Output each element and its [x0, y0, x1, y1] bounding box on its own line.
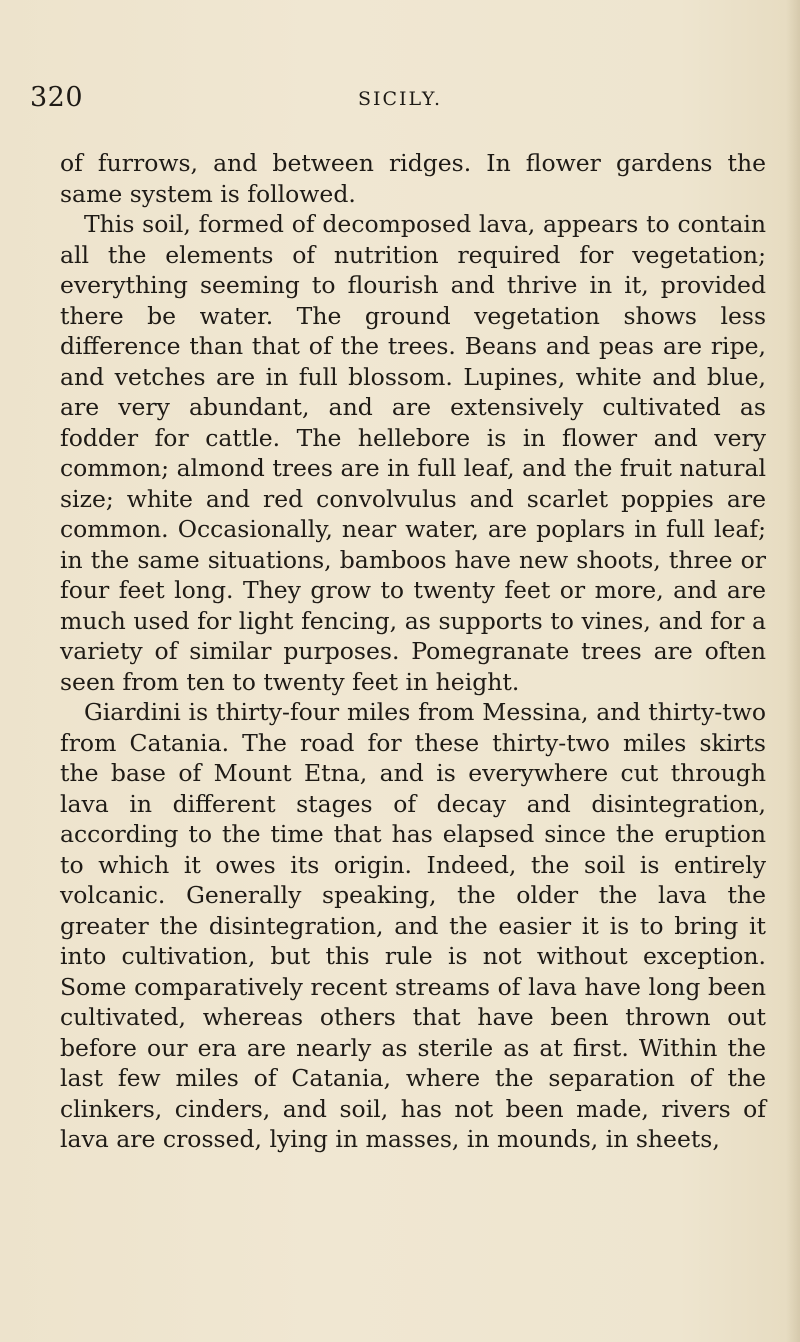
paragraph-continuation: of furrows, and between ridges. In flower gardens the same system is followed. [60, 149, 766, 208]
page-number: 320 [30, 82, 84, 113]
paragraph-giardini: Giardini is thirty-four miles from Messina, and thirty-two from Catania. The road for these thirty-two miles skirts the base of Mount Etna, and is everywhere cut through lava in different stages of decay and disintegration, according to the time that has elapsed since the eruption to which it owes its origin. Indeed, the soil is entirely volcanic. Generally speaking, the older the lava the greater the disintegration, and the easier it is to bring it into cultivation, but this rule is not without exception. Some comparatively recent streams of lava have long been cultivated, whereas others that have been thrown out before our era are nearly as sterile as at first. Within the last few miles of Catania, where the separation of the clinkers, cinders, and soil, has not been made, rivers of lava are crossed, lying in masses, in mounds, in sheets, [60, 698, 766, 1153]
running-title: SICILY. [357, 88, 443, 110]
page-edge-shadow [786, 0, 800, 1342]
body-text [60, 148, 766, 1155]
paragraph-soil: This soil, formed of decomposed lava, appears to contain all the elements of nutrition required for vegetation; everything seeming to flourish and thrive in it, provided there be water. The ground vegetation shows less difference than that of the trees. Beans and peas are ripe, and vetches are in full blossom. Lupines, white and blue, are very abundant, and are extensively cultivated as fodder for cattle. The hellebore is in flower and very common; almond trees are in full leaf, and the fruit natural size; white and red convolvulus and scarlet poppies are common. Occasionally, near water, are poplars in full leaf; in the same situations, bamboos have new shoots, three or four feet long. They grow to twenty feet or more, and are much used for light fencing, as supports to vines, and for a variety of similar purposes. Pomegranate trees are often seen from ten to twenty feet in height. [60, 210, 766, 696]
running-head [0, 82, 800, 132]
